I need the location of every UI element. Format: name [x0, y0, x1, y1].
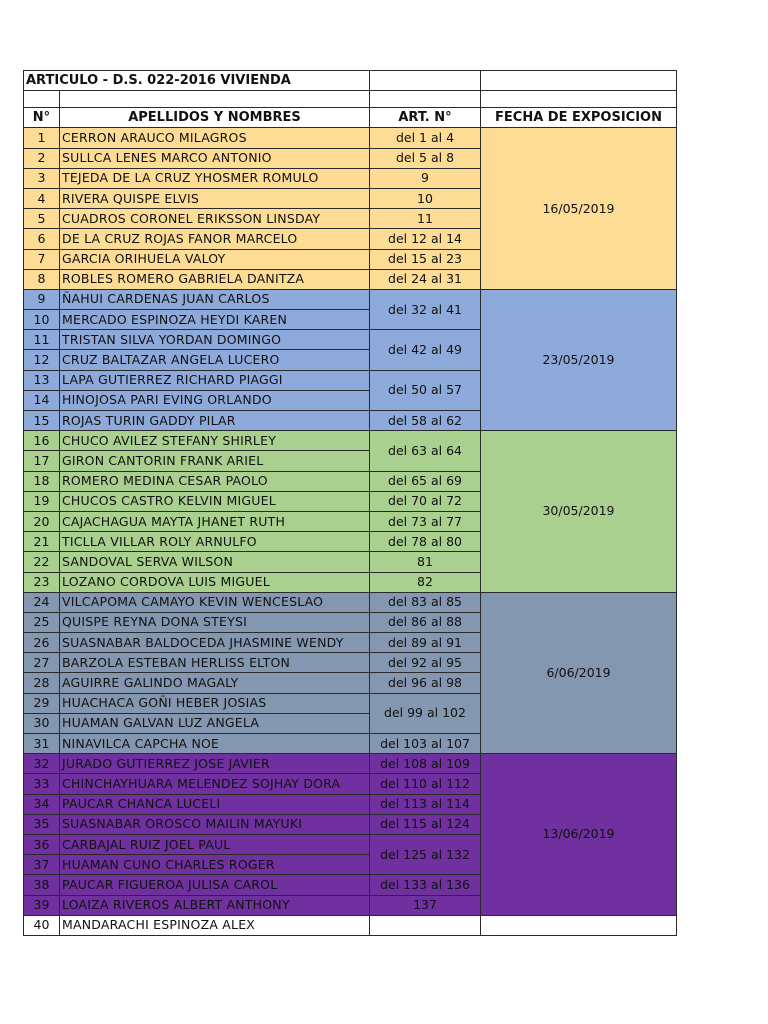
article-range: 82	[370, 572, 481, 592]
person-name: HUAMAN GALVAN LUZ ANGELA	[60, 713, 370, 733]
exposition-date: 23/05/2019	[481, 289, 677, 430]
col-header-article: ART. N°	[370, 108, 481, 128]
person-name: LOAIZA RIVEROS ALBERT ANTHONY	[60, 895, 370, 915]
article-range: del 115 al 124	[370, 814, 481, 834]
row-number: 3	[24, 168, 60, 188]
row-number: 30	[24, 713, 60, 733]
person-name: VILCAPOMA CAMAYO KEVIN WENCESLAO	[60, 592, 370, 612]
article-range: del 32 al 41	[370, 289, 481, 329]
row-number: 23	[24, 572, 60, 592]
sheet-title: ARTICULO - D.S. 022-2016 VIVIENDA	[24, 71, 370, 91]
table-row	[24, 289, 677, 309]
table-row	[24, 431, 677, 451]
person-name: RIVERA QUISPE ELVIS	[60, 188, 370, 208]
col-header-number: N°	[24, 108, 60, 128]
person-name: HUACHACA GOÑI HEBER JOSIAS	[60, 693, 370, 713]
row-number: 19	[24, 491, 60, 511]
article-range: del 5 al 8	[370, 148, 481, 168]
row-number: 6	[24, 229, 60, 249]
person-name: NINAVILCA CAPCHA NOE	[60, 734, 370, 754]
article-range: del 113 al 114	[370, 794, 481, 814]
empty-cell	[481, 71, 677, 91]
row-number: 34	[24, 794, 60, 814]
row-number: 18	[24, 471, 60, 491]
table-row	[24, 128, 677, 148]
person-name: CAJACHAGUA MAYTA JHANET RUTH	[60, 511, 370, 531]
person-name: TICLLA VILLAR ROLY ARNULFO	[60, 532, 370, 552]
person-name: LOZANO CORDOVA LUIS MIGUEL	[60, 572, 370, 592]
row-number: 33	[24, 774, 60, 794]
table-row	[24, 915, 677, 935]
article-range: del 50 al 57	[370, 370, 481, 410]
person-name: CHUCO AVILEZ STEFANY SHIRLEY	[60, 431, 370, 451]
person-name: ROBLES ROMERO GABRIELA DANITZA	[60, 269, 370, 289]
person-name: HUAMAN CUNO CHARLES ROGER	[60, 855, 370, 875]
row-number: 2	[24, 148, 60, 168]
person-name: QUISPE REYNA DONA STEYSI	[60, 612, 370, 632]
person-name: SUASNABAR OROSCO MAILIN MAYUKI	[60, 814, 370, 834]
exposition-date: 16/05/2019	[481, 128, 677, 290]
article-range: del 12 al 14	[370, 229, 481, 249]
row-number: 11	[24, 330, 60, 350]
article-range: del 73 al 77	[370, 511, 481, 531]
article-range: del 92 al 95	[370, 653, 481, 673]
row-number: 5	[24, 209, 60, 229]
article-range: del 70 al 72	[370, 491, 481, 511]
article-range: del 63 al 64	[370, 431, 481, 471]
row-number: 17	[24, 451, 60, 471]
col-header-name: APELLIDOS Y NOMBRES	[60, 108, 370, 128]
title-row	[24, 71, 677, 91]
exposition-table	[23, 70, 677, 936]
row-number: 32	[24, 754, 60, 774]
article-range: del 78 al 80	[370, 532, 481, 552]
row-number: 25	[24, 612, 60, 632]
person-name: TEJEDA DE LA CRUZ YHOSMER ROMULO	[60, 168, 370, 188]
row-number: 29	[24, 693, 60, 713]
article-range: del 110 al 112	[370, 774, 481, 794]
row-number: 9	[24, 289, 60, 309]
person-name: CERRON ARAUCO MILAGROS	[60, 128, 370, 148]
person-name: PAUCAR FIGUEROA JULISA CAROL	[60, 875, 370, 895]
row-number: 22	[24, 552, 60, 572]
article-range: del 99 al 102	[370, 693, 481, 733]
row-number: 28	[24, 673, 60, 693]
article-range: del 1 al 4	[370, 128, 481, 148]
person-name: TRISTAN SILVA YORDAN DOMINGO	[60, 330, 370, 350]
article-range: 137	[370, 895, 481, 915]
row-number: 4	[24, 188, 60, 208]
article-range: del 15 al 23	[370, 249, 481, 269]
person-name: LAPA GUTIERREZ RICHARD PIAGGI	[60, 370, 370, 390]
empty-cell	[370, 91, 481, 108]
row-number: 40	[24, 915, 60, 935]
article-range: del 83 al 85	[370, 592, 481, 612]
person-name: JURADO GUTIERREZ JOSE JAVIER	[60, 754, 370, 774]
row-number: 14	[24, 390, 60, 410]
person-name: SULLCA LENES MARCO ANTONIO	[60, 148, 370, 168]
person-name: ROJAS TURIN GADDY PILAR	[60, 411, 370, 431]
empty-cell	[370, 71, 481, 91]
article-range: 11	[370, 209, 481, 229]
row-number: 12	[24, 350, 60, 370]
article-range: del 86 al 88	[370, 612, 481, 632]
person-name: SUASNABAR BALDOCEDA JHASMINE WENDY	[60, 633, 370, 653]
person-name: HINOJOSA PARI EVING ORLANDO	[60, 390, 370, 410]
article-range: del 24 al 31	[370, 269, 481, 289]
person-name: MERCADO ESPINOZA HEYDI KAREN	[60, 310, 370, 330]
row-number: 21	[24, 532, 60, 552]
article-range	[370, 915, 481, 935]
empty-cell	[481, 91, 677, 108]
empty-cell	[60, 91, 370, 108]
person-name: CHINCHAYHUARA MELENDEZ SOJHAY DORA	[60, 774, 370, 794]
row-number: 24	[24, 592, 60, 612]
person-name: CARBAJAL RUIZ JOEL PAUL	[60, 834, 370, 854]
row-number: 13	[24, 370, 60, 390]
row-number: 31	[24, 734, 60, 754]
person-name: GIRON CANTORIN FRANK ARIEL	[60, 451, 370, 471]
exposition-date: 13/06/2019	[481, 754, 677, 916]
person-name: CRUZ BALTAZAR ANGELA LUCERO	[60, 350, 370, 370]
person-name: MANDARACHI ESPINOZA ALEX	[60, 915, 370, 935]
exposition-date: 30/05/2019	[481, 431, 677, 593]
person-name: CUADROS CORONEL ERIKSSON LINSDAY	[60, 209, 370, 229]
person-name: SANDOVAL SERVA WILSON	[60, 552, 370, 572]
table-row	[24, 754, 677, 774]
person-name: DE LA CRUZ ROJAS FANOR MARCELO	[60, 229, 370, 249]
row-number: 20	[24, 511, 60, 531]
article-range: del 58 al 62	[370, 411, 481, 431]
empty-cell	[24, 91, 60, 108]
person-name: ÑAHUI CARDENAS JUAN CARLOS	[60, 289, 370, 309]
article-range: 81	[370, 552, 481, 572]
person-name: CHUCOS CASTRO KELVIN MIGUEL	[60, 491, 370, 511]
article-range: del 42 al 49	[370, 330, 481, 370]
article-range: del 96 al 98	[370, 673, 481, 693]
article-range: del 125 al 132	[370, 834, 481, 874]
row-number: 15	[24, 411, 60, 431]
article-range: del 65 al 69	[370, 471, 481, 491]
article-range: 9	[370, 168, 481, 188]
person-name: GARCIA ORIHUELA VALOY	[60, 249, 370, 269]
person-name: AGUIRRE GALINDO MAGALY	[60, 673, 370, 693]
row-number: 27	[24, 653, 60, 673]
row-number: 38	[24, 875, 60, 895]
header-row	[24, 108, 677, 128]
article-range: del 89 al 91	[370, 633, 481, 653]
exposition-date	[481, 915, 677, 935]
exposition-date: 6/06/2019	[481, 592, 677, 754]
row-number: 35	[24, 814, 60, 834]
person-name: BARZOLA ESTEBAN HERLISS ELTON	[60, 653, 370, 673]
row-number: 7	[24, 249, 60, 269]
article-range: del 133 al 136	[370, 875, 481, 895]
row-number: 37	[24, 855, 60, 875]
row-number: 8	[24, 269, 60, 289]
row-number: 36	[24, 834, 60, 854]
row-number: 39	[24, 895, 60, 915]
article-range: del 103 al 107	[370, 734, 481, 754]
article-range: 10	[370, 188, 481, 208]
row-number: 26	[24, 633, 60, 653]
person-name: ROMERO MEDINA CESAR PAOLO	[60, 471, 370, 491]
person-name: PAUCAR CHANCA LUCELI	[60, 794, 370, 814]
blank-row	[24, 91, 677, 108]
row-number: 1	[24, 128, 60, 148]
col-header-date: FECHA DE EXPOSICION	[481, 108, 677, 128]
table-row	[24, 592, 677, 612]
row-number: 16	[24, 431, 60, 451]
article-range: del 108 al 109	[370, 754, 481, 774]
row-number: 10	[24, 310, 60, 330]
